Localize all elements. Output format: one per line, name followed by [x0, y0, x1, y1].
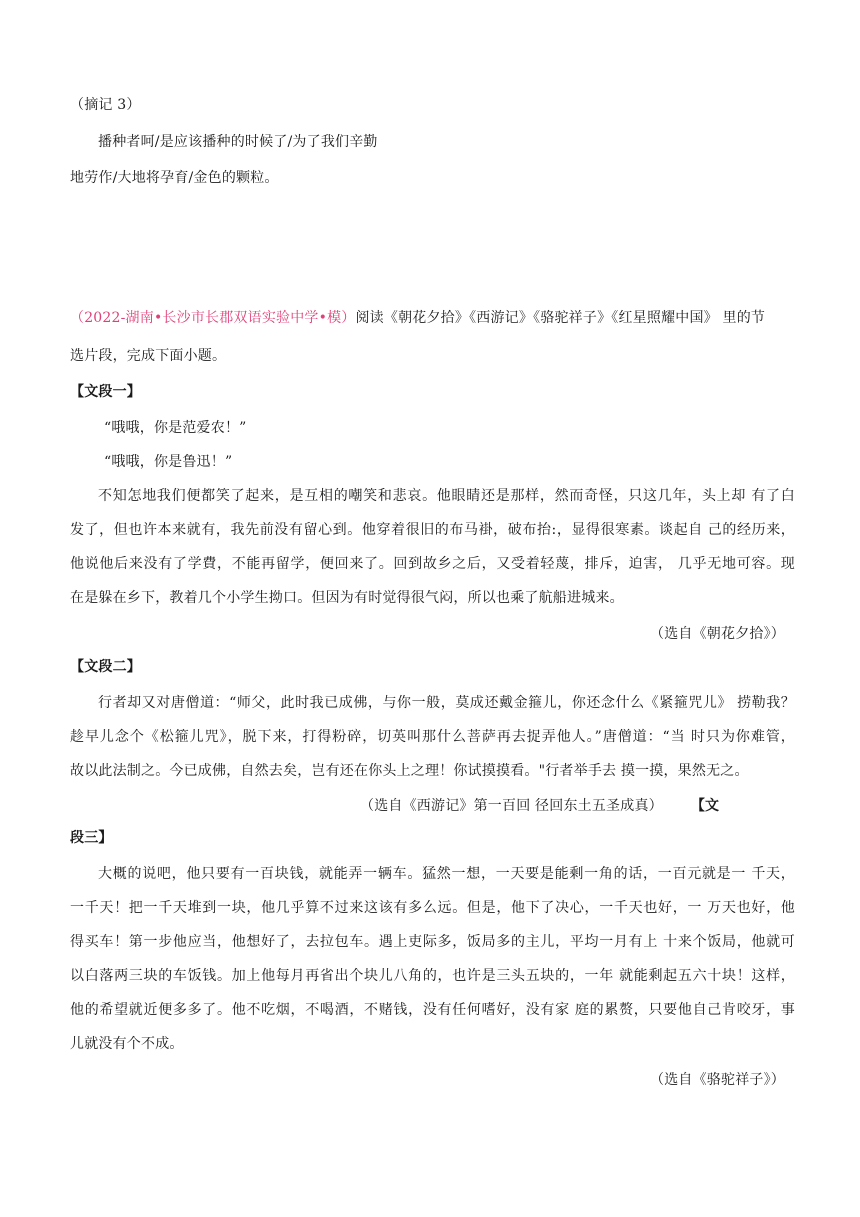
- passage-1-line: 他说他后来没有了学費，不能再留学，便回来了。回到故乡之后，又受着轻蔑，排斥，迫害， 几乎无地可容。现: [70, 556, 795, 572]
- passage-3-heading-start: 【文: [690, 798, 720, 814]
- passage-1-line: 发了，但也许本来就有，我先前没有留心到。他穿着很旧的布马褂，破布抬:，显得很寒素。谈起自 己的经历来，: [70, 522, 795, 538]
- passage-1-heading: 【文段一】: [70, 384, 141, 400]
- passage-2-heading: 【文段二】: [70, 659, 141, 675]
- passage-2-source-row: [360, 796, 790, 816]
- passage-1-line: 不知怎地我们便都笑了起来，是互相的嘲笑和悲哀。他眼睛还是那样，然而奇怪，只这几年，头上却 有了白: [98, 488, 795, 504]
- passage-2-source: （选自《西游记》第一百回 径回东土五圣成真）: [360, 798, 663, 814]
- passage-3-line: 以白落两三块的车饭钱。加上他每月再省出个块儿八角的，也许是三头五块的，一年 就能剩起五六十块！这样，: [70, 968, 795, 984]
- question-intro: [70, 308, 795, 328]
- passage-1-quote-2: “哦哦，你是鲁迅！”: [104, 454, 233, 470]
- passage-1-line: 在是躲在乡下，教着几个小学生拗口。但因为有时觉得很气闷，所以也乘了航船进城来。: [70, 590, 624, 606]
- passage-2-line: 故以此法制之。今已成佛，自然去矣，岂有还在你头上之理！你试摸摸看。"行者举手去 摸一摸，果然无之。: [70, 763, 749, 779]
- passage-3-line: 儿就没有个不成。: [70, 1036, 184, 1052]
- question-intro-line-2: 选片段，完成下面小题。: [70, 348, 227, 364]
- passage-1-source: （选自《朝花夕拾》）: [650, 626, 785, 642]
- passage-1-quote-1: “哦哦，你是范爱农！”: [104, 420, 247, 436]
- passage-3-heading-end: 段三】: [70, 830, 113, 846]
- excerpt-line-2: 地劳作/大地将孕育/金色的颗粒。: [70, 170, 279, 186]
- passage-3-line: 大概的说吧，他只要有一百块钱，就能弄一辆车。猛然一想，一天要是能剩一角的话，一百元就是一 千天，: [98, 866, 795, 882]
- passage-3-line: 他的希望就近便多多了。他不吃烟，不喝酒，不赌钱，没有任何嗜好，没有家 庭的累赘，只要他自己肯咬牙，事: [70, 1002, 795, 1018]
- passage-3-line: 一千天！把一千天堆到一块，他几乎算不过来这该有多么远。但是，他下了决心，一千天也好，一 万天也好，他: [70, 900, 795, 916]
- excerpt-line-1: 播种者呵/是应该播种的时候了/为了我们辛勤: [98, 134, 378, 150]
- excerpt-label: （摘记 3）: [70, 97, 141, 113]
- passage-3-line: 得买车！第一步他应当，他想好了，去拉包车。遇上吏际多，饭局多的主儿，平均一月有上 十来个饭局，他就可: [70, 934, 795, 950]
- passage-2-line: 行者却又对唐僧道：“师父，此时我已成佛，与你一般，莫成还戴金箍儿，你还念什么《紧箍咒儿》 捞勒我？: [98, 695, 795, 711]
- question-source-tag: （2022-湖南•长沙市长郡双语实验中学•模）: [70, 310, 356, 326]
- passage-3-source: （选自《骆驼祥子》）: [650, 1072, 785, 1088]
- passage-2-line: 趁早儿念个《松箍儿咒》，脱下来，打得粉碎，切英叫那什么菩萨再去捉弄他人。”唐僧道：“当 时只为你难管，: [70, 729, 795, 745]
- question-intro-text: 阅读《朝花夕拾》《西游记》《骆驼祥子》《红星照耀中国》 里的节: [355, 310, 766, 326]
